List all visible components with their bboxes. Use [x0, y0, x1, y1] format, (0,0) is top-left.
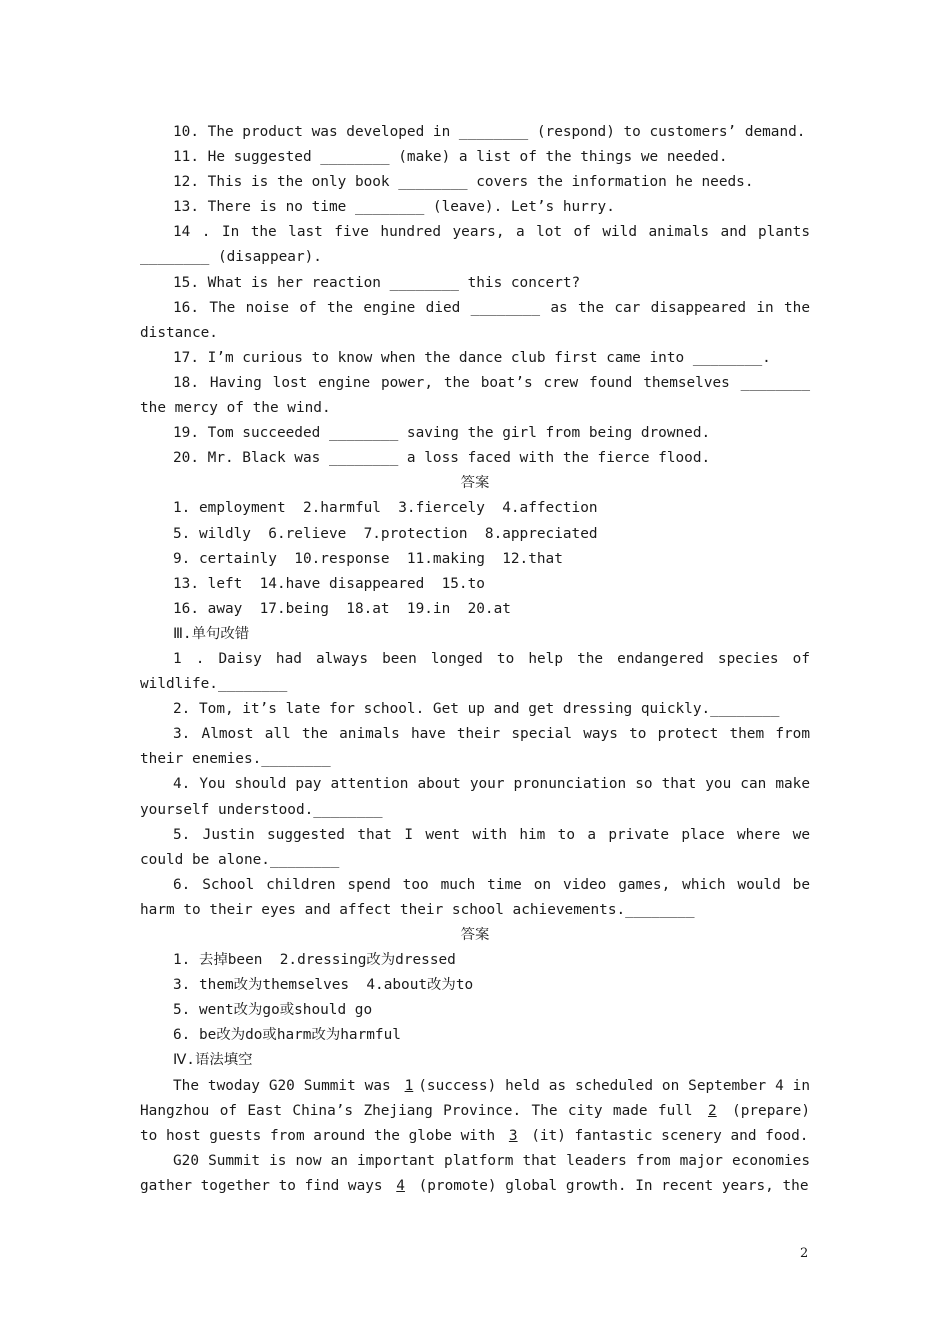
exercise-q14: 14 . In the last five hundred years, a lot of wild animals and plants ________ (disappear).	[140, 224, 810, 266]
answer-line: 3. them改为themselves 4.about改为to	[173, 977, 474, 994]
passage-text: The twoday G20 Summit was	[173, 1077, 400, 1094]
answer-line: 13. left 14.have disappeared 15.to	[173, 575, 485, 592]
blank-1: 1	[404, 1077, 414, 1094]
answer-line: 9. certainly 10.response 11.making 12.that	[173, 550, 563, 567]
correction-item: 5. Justin suggested that I went with him to a private place where we could be alone.________	[140, 826, 810, 868]
correction-item: 4. You should pay attention about your pronunciation so that you can make yourself understood.________	[140, 776, 810, 818]
document-body	[140, 120, 810, 1199]
answer-line: 5. went改为go或should go	[173, 1002, 373, 1019]
answer-line: 6. be改为do或harm改为harmful	[173, 1027, 401, 1044]
blank-3: 3	[508, 1127, 518, 1144]
passage-text: (promote) global growth. In recent years, the	[409, 1177, 809, 1194]
passage-paragraph-1	[140, 1074, 810, 1149]
answer-line: 1. employment 2.harmful 3.fiercely 4.affection	[173, 500, 598, 517]
exercise-q10: 10. The product was developed in ________ (respond) to customers’ demand.	[173, 124, 806, 140]
exercise-q15: 15. What is her reaction ________ this concert?	[173, 274, 581, 291]
passage-text: (it) fantastic scenery and food.	[522, 1127, 809, 1144]
passage-text: (prepare) to host guests from around the globe with	[140, 1102, 811, 1144]
correction-item: 1 . Daisy had always been longed to help the endangered species of wildlife.________	[140, 650, 810, 693]
correction-item: 3. Almost all the animals have their special ways to protect them from their enemies.________	[140, 726, 810, 768]
exercise-q13: 13. There is no time ________ (leave). Let’s hurry.	[173, 199, 615, 216]
passage-text: (success) held as scheduled on September 4 in Hangzhou of East China’s Zhejiang Province. The city made full	[140, 1077, 810, 1119]
section-heading-grammar-fill: Ⅳ.语法填空	[173, 1052, 253, 1069]
exercise-q20: 20. Mr. Black was ________ a loss faced with the fierce flood.	[173, 450, 711, 467]
passage-text: G20 Summit is now an important platform that leaders from major economies gather together to find ways	[140, 1152, 810, 1194]
passage-paragraph-2	[140, 1149, 810, 1199]
correction-item: 2. Tom, it’s late for school. Get up and get dressing quickly.________	[173, 701, 780, 718]
page-number: 2	[800, 1246, 809, 1261]
exercise-q19: 19. Tom succeeded ________ saving the girl from being drowned.	[173, 425, 711, 442]
exercise-q17: 17. I’m curious to know when the dance club first came into ________.	[173, 349, 771, 366]
exercise-q12: 12. This is the only book ________ covers the information he needs.	[173, 174, 754, 191]
exercise-q11: 11. He suggested ________ (make) a list of the things we needed.	[173, 149, 728, 166]
answers-heading: 答案	[460, 927, 490, 943]
section-heading-error-correction: Ⅲ.单句改错	[173, 625, 250, 642]
exercise-q18: 18. Having lost engine power, the boat’s crew found themselves ________ the mercy of the wind.	[140, 374, 810, 417]
answer-line: 1. 去掉been 2.dressing改为dressed	[173, 952, 456, 969]
blank-2: 2	[707, 1102, 717, 1119]
answer-line: 5. wildly 6.relieve 7.protection 8.appreciated	[173, 525, 598, 542]
blank-4: 4	[396, 1177, 405, 1194]
answer-line: 16. away 17.being 18.at 19.in 20.at	[173, 600, 511, 617]
exercise-q16: 16. The noise of the engine died ________ as the car disappeared in the distance.	[140, 299, 810, 341]
answers-heading: 答案	[460, 475, 490, 492]
correction-item: 6. School children spend too much time on video games, which would be harm to their eyes and affect their school achievements.________	[140, 876, 810, 918]
